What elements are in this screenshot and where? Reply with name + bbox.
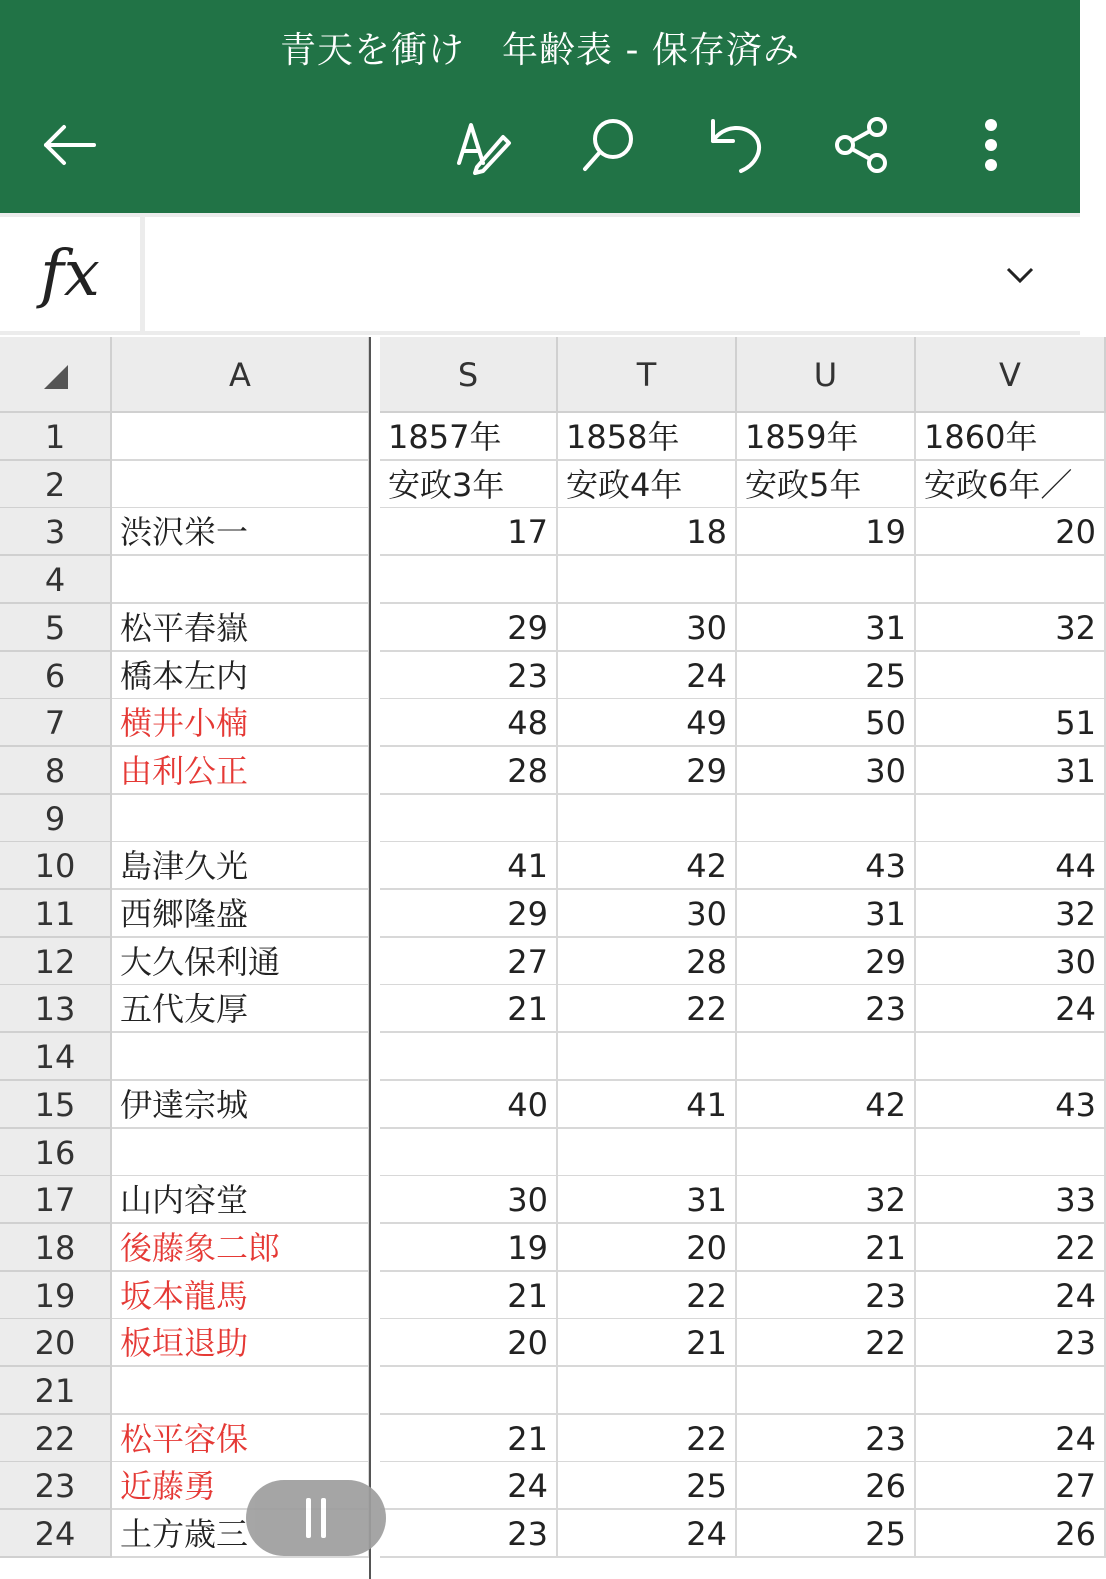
column-header-s[interactable]: S bbox=[380, 337, 558, 413]
cell-name[interactable] bbox=[112, 413, 370, 461]
more-vertical-icon[interactable] bbox=[956, 110, 1026, 180]
cell-value[interactable]: 21 bbox=[380, 1415, 558, 1463]
cell-name[interactable]: 松平春嶽 bbox=[112, 604, 370, 652]
cell-value[interactable]: 20 bbox=[380, 1319, 558, 1367]
select-all-triangle-icon bbox=[44, 365, 68, 389]
search-icon[interactable] bbox=[574, 110, 644, 180]
cell-value[interactable]: 51 bbox=[916, 699, 1106, 747]
cell-value[interactable]: 23 bbox=[737, 1272, 916, 1320]
row-header[interactable]: 21 bbox=[0, 1367, 112, 1415]
cell-value[interactable]: 29 bbox=[380, 890, 558, 938]
cell-value[interactable]: 21 bbox=[737, 1224, 916, 1272]
cell-value[interactable]: 28 bbox=[380, 747, 558, 795]
document-title: 青天を衝け 年齢表 - 保存済み bbox=[280, 30, 800, 71]
cell-value[interactable]: 19 bbox=[737, 508, 916, 556]
fx-label: fx bbox=[40, 237, 100, 311]
app-toolbar bbox=[0, 0, 1080, 213]
row-header[interactable]: 18 bbox=[0, 1224, 112, 1272]
spreadsheet-grid[interactable] bbox=[0, 337, 1096, 1579]
cell-value[interactable]: 32 bbox=[916, 890, 1106, 938]
cell-value[interactable]: 31 bbox=[737, 890, 916, 938]
row-header[interactable]: 22 bbox=[0, 1415, 112, 1463]
cell-value[interactable]: 41 bbox=[380, 842, 558, 890]
cell-value[interactable]: 33 bbox=[916, 1176, 1106, 1224]
cell-value[interactable]: 24 bbox=[558, 652, 737, 700]
cell-value[interactable]: 19 bbox=[380, 1224, 558, 1272]
cell-value[interactable]: 23 bbox=[737, 985, 916, 1033]
cell-name[interactable]: 島津久光 bbox=[112, 842, 370, 890]
cell-value[interactable]: 50 bbox=[737, 699, 916, 747]
cell-value[interactable]: 32 bbox=[737, 1176, 916, 1224]
cell-value[interactable] bbox=[380, 1033, 558, 1081]
cell-value[interactable]: 1858年 bbox=[558, 413, 737, 461]
cell-value[interactable]: 29 bbox=[558, 747, 737, 795]
cell-name[interactable]: 五代友厚 bbox=[112, 985, 370, 1033]
row-header[interactable]: 2 bbox=[0, 461, 112, 509]
row-header[interactable]: 15 bbox=[0, 1081, 112, 1129]
cell-value[interactable] bbox=[558, 1367, 737, 1415]
cell-value[interactable]: 31 bbox=[737, 604, 916, 652]
row-header[interactable]: 6 bbox=[0, 652, 112, 700]
row-header[interactable]: 24 bbox=[0, 1510, 112, 1558]
cell-value[interactable] bbox=[916, 1129, 1106, 1177]
cell-name[interactable]: 西郷隆盛 bbox=[112, 890, 370, 938]
row-header[interactable]: 10 bbox=[0, 842, 112, 890]
cell-name[interactable] bbox=[112, 1367, 370, 1415]
undo-icon[interactable] bbox=[700, 110, 770, 180]
row-header[interactable]: 3 bbox=[0, 508, 112, 556]
cell-value[interactable]: 24 bbox=[380, 1462, 558, 1510]
row-header[interactable]: 17 bbox=[0, 1176, 112, 1224]
edit-pen-icon[interactable] bbox=[448, 110, 518, 180]
column-header-v[interactable]: V bbox=[916, 337, 1106, 413]
cell-value[interactable]: 25 bbox=[558, 1462, 737, 1510]
cell-value[interactable]: 31 bbox=[558, 1176, 737, 1224]
cell-value[interactable]: 43 bbox=[737, 842, 916, 890]
row-header[interactable]: 8 bbox=[0, 747, 112, 795]
cell-name[interactable]: 板垣退助 bbox=[112, 1319, 370, 1367]
cell-value[interactable] bbox=[916, 795, 1106, 843]
cell-value[interactable]: 1857年 bbox=[380, 413, 558, 461]
cell-value[interactable]: 43 bbox=[916, 1081, 1106, 1129]
formula-input[interactable] bbox=[145, 217, 1080, 331]
cell-value[interactable]: 30 bbox=[916, 938, 1106, 986]
column-header-t[interactable]: T bbox=[558, 337, 737, 413]
cell-value[interactable] bbox=[558, 795, 737, 843]
row-header[interactable]: 4 bbox=[0, 556, 112, 604]
cell-value[interactable]: 安政4年 bbox=[558, 461, 737, 509]
cell-value[interactable] bbox=[380, 1129, 558, 1177]
cell-value[interactable]: 30 bbox=[558, 890, 737, 938]
cell-name[interactable]: 後藤象二郎 bbox=[112, 1224, 370, 1272]
formula-bar bbox=[0, 213, 1080, 335]
cell-value[interactable]: 23 bbox=[916, 1319, 1106, 1367]
cell-value[interactable]: 安政3年 bbox=[380, 461, 558, 509]
cell-value[interactable]: 25 bbox=[737, 652, 916, 700]
cell-value[interactable]: 1860年 bbox=[916, 413, 1106, 461]
cell-value[interactable]: 42 bbox=[558, 842, 737, 890]
row-header[interactable]: 12 bbox=[0, 938, 112, 986]
row-header[interactable]: 5 bbox=[0, 604, 112, 652]
cell-name[interactable]: 渋沢栄一 bbox=[112, 508, 370, 556]
cell-value[interactable]: 29 bbox=[380, 604, 558, 652]
cell-value[interactable]: 32 bbox=[916, 604, 1106, 652]
cell-value[interactable] bbox=[737, 556, 916, 604]
cell-value[interactable]: 24 bbox=[916, 1415, 1106, 1463]
cell-value[interactable]: 24 bbox=[916, 1272, 1106, 1320]
cell-value[interactable]: 21 bbox=[558, 1319, 737, 1367]
row-header[interactable]: 23 bbox=[0, 1462, 112, 1510]
cell-value[interactable]: 18 bbox=[558, 508, 737, 556]
cell-name[interactable]: 松平容保 bbox=[112, 1415, 370, 1463]
share-icon[interactable] bbox=[826, 110, 896, 180]
cell-name[interactable]: 橋本左内 bbox=[112, 652, 370, 700]
row-header[interactable]: 11 bbox=[0, 890, 112, 938]
cell-value[interactable] bbox=[916, 652, 1106, 700]
cell-name[interactable]: 山内容堂 bbox=[112, 1176, 370, 1224]
fx-button[interactable] bbox=[0, 217, 140, 331]
cell-value[interactable]: 40 bbox=[380, 1081, 558, 1129]
cell-value[interactable] bbox=[737, 1033, 916, 1081]
chevron-down-icon[interactable] bbox=[1000, 255, 1040, 295]
cell-value[interactable]: 22 bbox=[737, 1319, 916, 1367]
cell-value[interactable]: 29 bbox=[737, 938, 916, 986]
column-header-a[interactable]: A bbox=[112, 337, 370, 413]
cell-name[interactable] bbox=[112, 556, 370, 604]
cell-name[interactable]: 由利公正 bbox=[112, 747, 370, 795]
drag-handle[interactable] bbox=[246, 1480, 386, 1556]
cell-value[interactable] bbox=[737, 795, 916, 843]
row-header[interactable]: 7 bbox=[0, 699, 112, 747]
cell-name[interactable] bbox=[112, 1033, 370, 1081]
cell-value[interactable]: 49 bbox=[558, 699, 737, 747]
row-header[interactable]: 9 bbox=[0, 795, 112, 843]
cell-name[interactable] bbox=[112, 795, 370, 843]
row-header[interactable]: 14 bbox=[0, 1033, 112, 1081]
cell-value[interactable] bbox=[916, 1033, 1106, 1081]
cell-value[interactable]: 21 bbox=[380, 985, 558, 1033]
cell-value[interactable]: 安政6年／ bbox=[916, 461, 1106, 509]
row-header[interactable]: 20 bbox=[0, 1319, 112, 1367]
cell-name[interactable]: 土方歳三 bbox=[112, 1510, 370, 1558]
cell-value[interactable] bbox=[558, 1033, 737, 1081]
cell-value[interactable]: 26 bbox=[916, 1510, 1106, 1558]
select-all-corner[interactable] bbox=[0, 337, 112, 413]
cell-value[interactable]: 22 bbox=[558, 1272, 737, 1320]
cell-value[interactable] bbox=[916, 1367, 1106, 1415]
row-header[interactable]: 13 bbox=[0, 985, 112, 1033]
freeze-pane-divider bbox=[369, 337, 371, 1579]
row-header[interactable]: 1 bbox=[0, 413, 112, 461]
cell-name[interactable] bbox=[112, 461, 370, 509]
row-header[interactable]: 19 bbox=[0, 1272, 112, 1320]
cell-value[interactable] bbox=[380, 1367, 558, 1415]
cell-value[interactable]: 1859年 bbox=[737, 413, 916, 461]
cell-value[interactable] bbox=[737, 1367, 916, 1415]
cell-value[interactable]: 42 bbox=[737, 1081, 916, 1129]
cell-value[interactable]: 27 bbox=[916, 1462, 1106, 1510]
cell-value[interactable] bbox=[558, 556, 737, 604]
cell-value[interactable]: 41 bbox=[558, 1081, 737, 1129]
cell-value[interactable]: 25 bbox=[737, 1510, 916, 1558]
cell-value[interactable]: 22 bbox=[916, 1224, 1106, 1272]
cell-name[interactable]: 大久保利通 bbox=[112, 938, 370, 986]
cell-value[interactable]: 30 bbox=[380, 1176, 558, 1224]
cell-value[interactable]: 31 bbox=[916, 747, 1106, 795]
cell-name[interactable]: 坂本龍馬 bbox=[112, 1272, 370, 1320]
cell-value[interactable]: 20 bbox=[558, 1224, 737, 1272]
cell-value[interactable]: 24 bbox=[558, 1510, 737, 1558]
cell-value[interactable]: 20 bbox=[916, 508, 1106, 556]
cell-value[interactable]: 22 bbox=[558, 985, 737, 1033]
cell-value[interactable]: 28 bbox=[558, 938, 737, 986]
cell-value[interactable] bbox=[380, 795, 558, 843]
row-header[interactable]: 16 bbox=[0, 1129, 112, 1177]
cell-name[interactable]: 伊達宗城 bbox=[112, 1081, 370, 1129]
cell-value[interactable]: 30 bbox=[737, 747, 916, 795]
cell-name[interactable]: 近藤勇 bbox=[112, 1462, 370, 1510]
cell-value[interactable]: 23 bbox=[737, 1415, 916, 1463]
cell-value[interactable] bbox=[737, 1129, 916, 1177]
cell-name[interactable]: 横井小楠 bbox=[112, 699, 370, 747]
cell-value[interactable]: 44 bbox=[916, 842, 1106, 890]
cell-value[interactable]: 27 bbox=[380, 938, 558, 986]
back-arrow-icon[interactable] bbox=[33, 110, 103, 180]
cell-value[interactable]: 26 bbox=[737, 1462, 916, 1510]
cell-value[interactable]: 48 bbox=[380, 699, 558, 747]
cell-value[interactable]: 22 bbox=[558, 1415, 737, 1463]
cell-value[interactable]: 23 bbox=[380, 1510, 558, 1558]
cell-value[interactable]: 21 bbox=[380, 1272, 558, 1320]
cell-value[interactable]: 30 bbox=[558, 604, 737, 652]
cell-value[interactable]: 安政5年 bbox=[737, 461, 916, 509]
cell-value[interactable]: 24 bbox=[916, 985, 1106, 1033]
cell-name[interactable] bbox=[112, 1129, 370, 1177]
cell-value[interactable] bbox=[916, 556, 1106, 604]
column-header-u[interactable]: U bbox=[737, 337, 916, 413]
cell-value[interactable] bbox=[558, 1129, 737, 1177]
cell-value[interactable] bbox=[380, 556, 558, 604]
cell-value[interactable]: 23 bbox=[380, 652, 558, 700]
cell-value[interactable]: 17 bbox=[380, 508, 558, 556]
